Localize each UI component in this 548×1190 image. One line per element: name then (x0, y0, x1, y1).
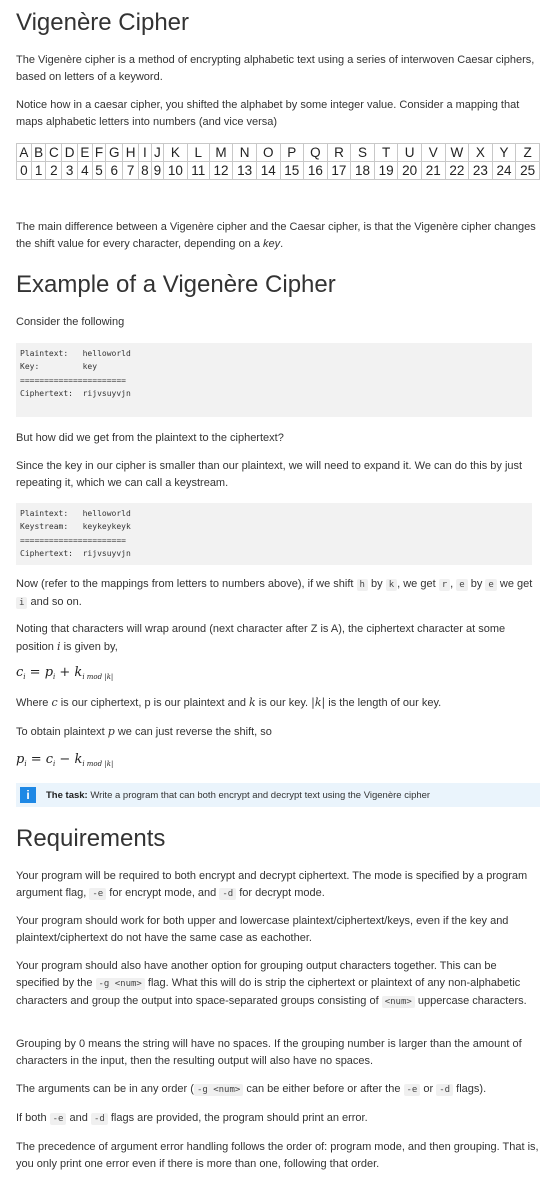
code-block-keystream: Plaintext: helloworld Keystream: keykeykeyk ====================== Ciphertext: rijvsuyvjn (16, 503, 532, 565)
number-cell: 7 (123, 162, 139, 180)
shift-text: Now (refer to the mappings from letters to numbers above), if we shift (16, 578, 357, 590)
shift-paragraph (16, 576, 540, 612)
number-cell: 21 (421, 162, 445, 180)
code-flag-g: -g <num> (194, 1084, 243, 1096)
req-text: The arguments can be in any order ( (16, 1083, 194, 1095)
req-text: uppercase characters. (414, 995, 527, 1007)
code-r: r (439, 579, 450, 591)
number-cell: 12 (209, 162, 233, 180)
letter-cell: T (374, 144, 398, 162)
number-cell: 4 (78, 162, 93, 180)
number-cell: 3 (62, 162, 78, 180)
letter-cell: U (398, 144, 422, 162)
number-cell: 11 (187, 162, 209, 180)
math-c: c (51, 696, 58, 709)
code-flag-d: -d (436, 1084, 453, 1096)
code-block-key: Plaintext: helloworld Key: key ====================== Ciphertext: rijvsuyvjn (16, 343, 532, 417)
where-text: Where (16, 697, 52, 709)
letter-cell: I (139, 144, 152, 162)
shift-text: by (467, 578, 486, 590)
code-h: h (357, 579, 368, 591)
where-paragraph (16, 694, 540, 712)
req-case-paragraph: Your program should work for both upper and lowercase plaintext/ciphertext/keys, even if the key and plaintext/ciphertext do not have the same case as eachother. (16, 915, 509, 944)
where-text: is our ciphertext, p is our plaintext and (57, 697, 250, 709)
number-cell: 22 (445, 162, 469, 180)
number-cell: 20 (398, 162, 422, 180)
where-text: is our key. (255, 697, 312, 709)
number-cell: 14 (256, 162, 280, 180)
code-flag-e: -e (404, 1084, 421, 1096)
letter-cell: G (106, 144, 123, 162)
number-cell: 8 (139, 162, 152, 180)
number-cell: 5 (92, 162, 106, 180)
letter-cell: Q (304, 144, 328, 162)
letter-cell: S (351, 144, 375, 162)
example-heading: Example of a Vigenère Cipher (16, 271, 336, 298)
intro-paragraph: The Vigenère cipher is a method of encrypting alphabetic text using a series of interwoven Caesar ciphers, based on letters of a keyword. (16, 54, 535, 83)
number-cell: 17 (327, 162, 351, 180)
letter-cell: H (123, 144, 139, 162)
number-cell: 9 (151, 162, 164, 180)
page-title: Vigenère Cipher (16, 9, 190, 36)
letter-cell: B (31, 144, 46, 162)
consider-paragraph: Consider the following (16, 316, 125, 328)
req-both-paragraph (16, 1110, 540, 1128)
task-description: Write a program that can both encrypt and decrypt text using the Vigenère cipher (87, 789, 431, 801)
req-text: Your program should also have another option for grouping output characters together. This can be specified by the (16, 960, 497, 989)
number-cell: 24 (492, 162, 516, 180)
number-cell: 23 (469, 162, 493, 180)
letter-cell: J (151, 144, 164, 162)
code-e: e (456, 579, 467, 591)
code-flag-e: -e (50, 1113, 67, 1125)
letter-cell: C (46, 144, 62, 162)
req-text: If both (16, 1112, 50, 1124)
eq-mod: i mod |k| (82, 760, 114, 768)
obtain-text: we can just reverse the shift, so (114, 726, 272, 738)
eq-sub: i (53, 760, 56, 768)
number-cell: 2 (46, 162, 62, 180)
shift-text: and so on. (27, 596, 82, 608)
req-text: or (420, 1083, 437, 1095)
code-i: i (16, 597, 27, 609)
letter-number-mapping-table (16, 143, 540, 180)
obtain-text: To obtain plaintext (16, 726, 108, 738)
letter-cell: O (256, 144, 280, 162)
eq-k: − k (55, 752, 83, 767)
shift-text: by (367, 578, 386, 590)
code-flag-e: -e (89, 888, 106, 900)
task-callout (16, 783, 540, 807)
req-text: Your program will be required to both encrypt and decrypt ciphertext. The mode is specified by a program argument flag, (16, 870, 528, 899)
obtain-paragraph (16, 723, 540, 741)
math-key-length: |k| (311, 696, 326, 709)
eq-c: = c (26, 752, 54, 767)
wrap-text: Noting that characters will wrap around (next character after Z is A), the ciphertext character at some position (16, 623, 506, 653)
letter-cell: Y (492, 144, 516, 162)
letter-cell: E (78, 144, 93, 162)
task-label: The task: (46, 789, 88, 801)
difference-paragraph (16, 219, 540, 253)
notice-paragraph: Notice how in a caesar cipher, you shifted the alphabet by some integer value. Consider a mapping that maps alphabetic letters into numbers (and vice versa) (16, 99, 520, 128)
number-cell: 25 (516, 162, 540, 180)
numbers-row (17, 162, 540, 180)
req-mode-paragraph (16, 868, 540, 903)
eq-p: p (16, 752, 25, 767)
code-flag-g: -g <num> (96, 978, 145, 990)
number-cell: 18 (351, 162, 375, 180)
letter-cell: M (209, 144, 233, 162)
letter-cell: D (62, 144, 78, 162)
eq-mod: i mod |k| (82, 673, 114, 681)
req-grouping-paragraph (16, 958, 540, 1011)
shift-text: we get (496, 578, 533, 590)
number-cell: 1 (31, 162, 46, 180)
req-text: for encrypt mode, and (106, 887, 220, 899)
letter-cell: L (187, 144, 209, 162)
letters-row (17, 144, 540, 162)
shift-text: , we get (397, 578, 439, 590)
code-num: <num> (382, 996, 415, 1008)
letter-cell: V (421, 144, 445, 162)
number-cell: 15 (280, 162, 304, 180)
eq-sub: i (23, 673, 26, 681)
task-text (46, 790, 430, 801)
letter-cell: W (445, 144, 469, 162)
req-zero-paragraph: Grouping by 0 means the string will have no spaces. If the grouping number is larger than the amount of characters in the input, then the resulting output will also have no spaces. (16, 1038, 522, 1067)
how-paragraph: But how did we get from the plaintext to the ciphertext? (16, 432, 284, 444)
req-order-paragraph (16, 1081, 540, 1099)
code-k: k (386, 579, 397, 591)
difference-end: . (280, 238, 284, 250)
eq-k: + k (55, 665, 83, 680)
since-paragraph: Since the key in our cipher is smaller than our plaintext, we will need to expand it. We can do this by just repeating it, which we can call a keystream. (16, 460, 523, 489)
letter-cell: A (17, 144, 32, 162)
number-cell: 13 (233, 162, 257, 180)
letter-cell: X (469, 144, 493, 162)
req-text: flags are provided, the program should print an error. (107, 1112, 368, 1124)
difference-key-word: key (263, 238, 281, 250)
code-e: e (485, 579, 496, 591)
req-text: and (66, 1112, 91, 1124)
eq-c: c (16, 665, 24, 680)
letter-cell: R (327, 144, 351, 162)
eq-sub: i (24, 760, 27, 768)
encrypt-equation (16, 665, 113, 681)
code-flag-d: -d (91, 1113, 108, 1125)
info-icon: i (20, 787, 36, 803)
shift-text: , (450, 578, 457, 590)
letter-cell: Z (516, 144, 540, 162)
number-cell: 16 (304, 162, 328, 180)
number-cell: 0 (17, 162, 32, 180)
math-p: p (107, 725, 115, 738)
letter-cell: P (280, 144, 304, 162)
math-i: i (56, 640, 61, 653)
difference-text: The main difference between a Vigenère cipher and the Caesar cipher, is that the Vigenère cipher changes the shift value for every character, depending on a (16, 221, 536, 250)
wrap-paragraph (16, 621, 540, 656)
requirements-heading: Requirements (16, 825, 166, 852)
code-flag-d: -d (219, 888, 236, 900)
number-cell: 6 (106, 162, 123, 180)
letter-cell: K (164, 144, 188, 162)
math-k: k (249, 696, 256, 709)
wrap-text: is given by, (60, 641, 118, 653)
req-text: can be either before or after the (243, 1083, 404, 1095)
number-cell: 10 (164, 162, 188, 180)
letter-cell: F (92, 144, 106, 162)
letter-cell: N (233, 144, 257, 162)
number-cell: 19 (374, 162, 398, 180)
req-precedence-paragraph: The precedence of argument error handling follows the order of: program mode, and then grouping. That is, you only print one error even if there is more than one, following that order. (16, 1141, 539, 1170)
decrypt-equation (16, 752, 113, 768)
req-text: for decrypt mode. (236, 887, 325, 899)
req-text: flags). (453, 1083, 487, 1095)
req-text: flag. What this will do is strip the ciphertext or plaintext of any non-alphabetic characters and group the output into space-separated groups consisting of (16, 977, 521, 1007)
eq-sub: i (53, 673, 56, 681)
eq-p: = p (25, 665, 54, 680)
where-text: is the length of our key. (325, 697, 442, 709)
